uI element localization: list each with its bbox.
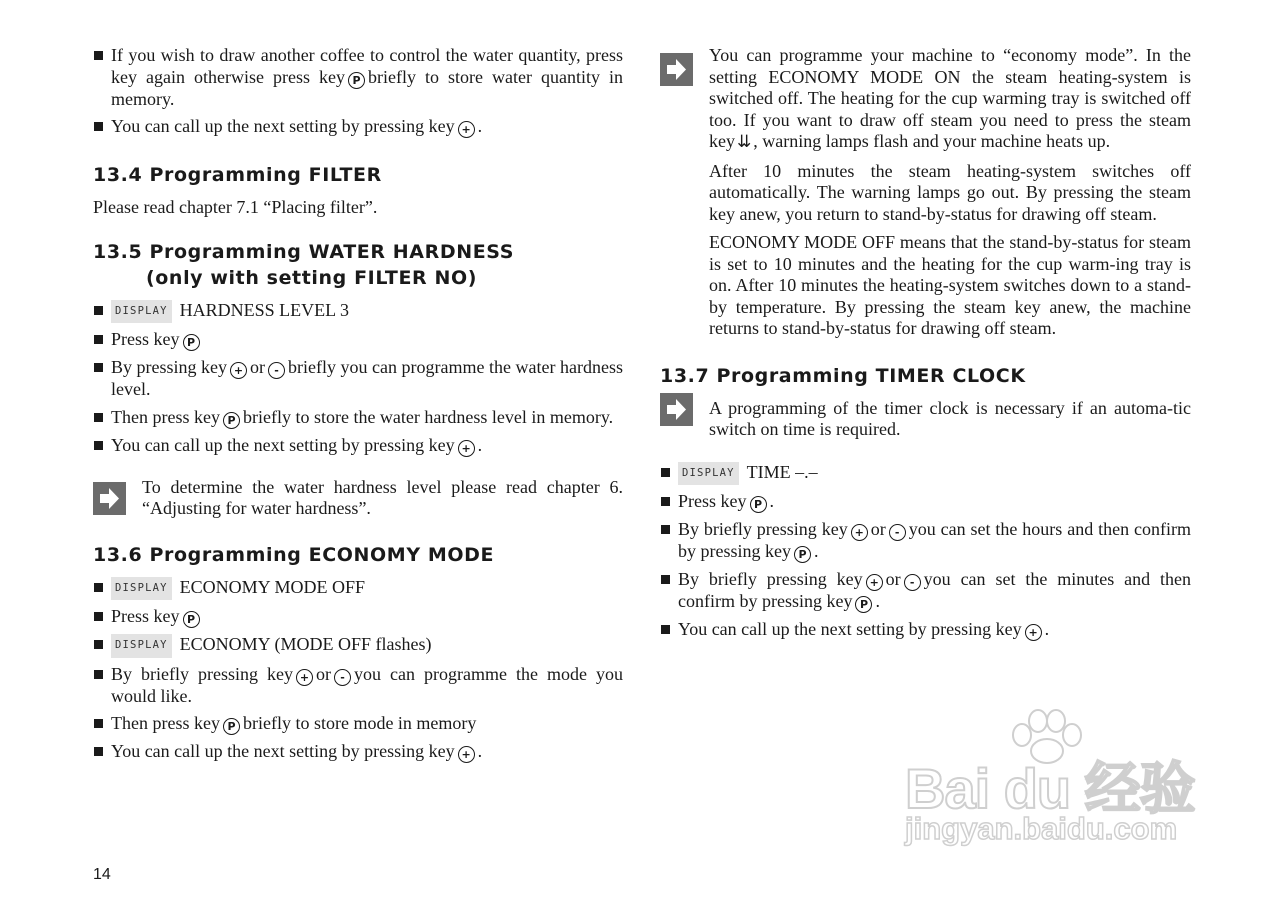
minus-key-icon: - <box>268 362 285 379</box>
display-icon: DISPLAY <box>111 577 172 601</box>
minus-key-icon: - <box>889 524 906 541</box>
section-13-4-title: 13.4 Programming FILTER <box>93 164 382 186</box>
p-key-icon: P <box>223 718 240 735</box>
bullet-press-key: Press key P . <box>660 491 1191 513</box>
note-timer-clock: A programming of the timer clock is necessary if an automa-tic switch on time is required. <box>660 398 1191 441</box>
bullet-set-hours: By briefly pressing key + or - you can set the hours and then confirm by pressing key P . <box>660 519 1191 563</box>
plus-key-icon: + <box>458 440 475 457</box>
baidu-watermark <box>905 705 1205 855</box>
arrow-note-icon <box>93 482 126 515</box>
p-key-icon: P <box>855 596 872 613</box>
plus-key-icon: + <box>851 524 868 541</box>
arrow-note-icon <box>660 53 693 86</box>
section-13-5-title: 13.5 Programming WATER HARDNESS (only with setting FILTER NO) <box>93 240 515 289</box>
section-13-6-title: 13.6 Programming ECONOMY MODE <box>93 543 495 566</box>
note-economy-mode: You can programme your machine to “economy mode”. In the setting ECONOMY MODE ON the steam heating-system is switched off. The heating for the cup warming tray is switched off too. If you want to draw off steam you need to press the steam key ⇊ , warning lamps flash and your machine heats up. After 10 minutes the steam heating-system switches off automatically. The warning lamps go out. By pressing the steam key anew, you return to stand-by-status for drawing off steam. ECONOMY MODE OFF means that the stand-by-status for steam is set to 10 minutes and the heating for the cup warm-ing tray is on. After 10 minutes the heating-system switches down to a stand-by temperature. By pressing the steam key anew, the machine returns to stand-by-status for drawing off steam. <box>660 45 1191 340</box>
bullet-store-hardness: Then press key P briefly to store the water hardness level in memory. <box>93 407 623 429</box>
bullet-display-economy-off: DISPLAY ECONOMY MODE OFF <box>93 577 623 601</box>
arrow-note-icon <box>660 393 693 426</box>
plus-key-icon: + <box>866 574 883 591</box>
watermark-main-text: Bai du 经验 <box>905 757 1195 820</box>
watermark-url-text: jingyan.baidu.com <box>905 811 1178 846</box>
bullet-next-setting: You can call up the next setting by pressing key + . <box>93 741 623 763</box>
left-column <box>93 45 623 769</box>
bullet-set-minutes: By briefly pressing key + or - you can set the minutes and then confirm by pressing key P . <box>660 569 1191 613</box>
plus-key-icon: + <box>230 362 247 379</box>
section-13-7-title: 13.7 Programming TIMER CLOCK <box>660 364 1026 387</box>
p-key-icon: P <box>183 334 200 351</box>
minus-key-icon: - <box>334 669 351 686</box>
plus-key-icon: + <box>1025 624 1042 641</box>
display-icon: DISPLAY <box>111 300 172 324</box>
bullet-next-setting: You can call up the next setting by pressing key + . <box>93 435 623 457</box>
plus-key-icon: + <box>458 121 475 138</box>
plus-key-icon: + <box>458 746 475 763</box>
p-key-icon: P <box>794 546 811 563</box>
p-key-icon: P <box>183 611 200 628</box>
bullet-programme-mode: By briefly pressing key + or - you can programme the mode you would like. <box>93 664 623 708</box>
display-icon: DISPLAY <box>111 634 172 658</box>
bullet-programme-hardness: By pressing key + or - briefly you can programme the water hardness level. <box>93 357 623 401</box>
bullet-draw-another-coffee: If you wish to draw another coffee to control the water quantity, press key again otherwise press key P briefly to store water quantity in memory. <box>93 45 623 110</box>
p-key-icon: P <box>223 412 240 429</box>
plus-key-icon: + <box>296 669 313 686</box>
bullet-display-economy-flashes: DISPLAY ECONOMY (MODE OFF flashes) <box>93 634 623 658</box>
bullet-store-mode: Then press key P briefly to store mode in memory <box>93 713 623 735</box>
minus-key-icon: - <box>904 574 921 591</box>
section-13-4-text: Please read chapter 7.1 “Placing filter”. <box>93 197 378 217</box>
bullet-display-hardness: DISPLAY HARDNESS LEVEL 3 <box>93 300 623 324</box>
p-key-icon: P <box>348 72 365 89</box>
note-water-hardness: To determine the water hardness level please read chapter 6. “Adjusting for water hardness”. <box>93 477 623 520</box>
bullet-display-time: DISPLAY TIME –.– <box>660 462 1191 486</box>
right-column <box>660 45 1191 647</box>
bullet-press-key: Press key P <box>93 606 623 628</box>
p-key-icon: P <box>750 496 767 513</box>
bullet-next-setting: You can call up the next setting by pressing key + . <box>93 116 623 138</box>
bullet-next-setting: You can call up the next setting by pressing key + . <box>660 619 1191 641</box>
display-icon: DISPLAY <box>678 462 739 486</box>
steam-key-icon: ⇊ <box>737 132 752 152</box>
bullet-press-key: Press key P <box>93 329 623 351</box>
page-number: 14 <box>93 866 111 883</box>
